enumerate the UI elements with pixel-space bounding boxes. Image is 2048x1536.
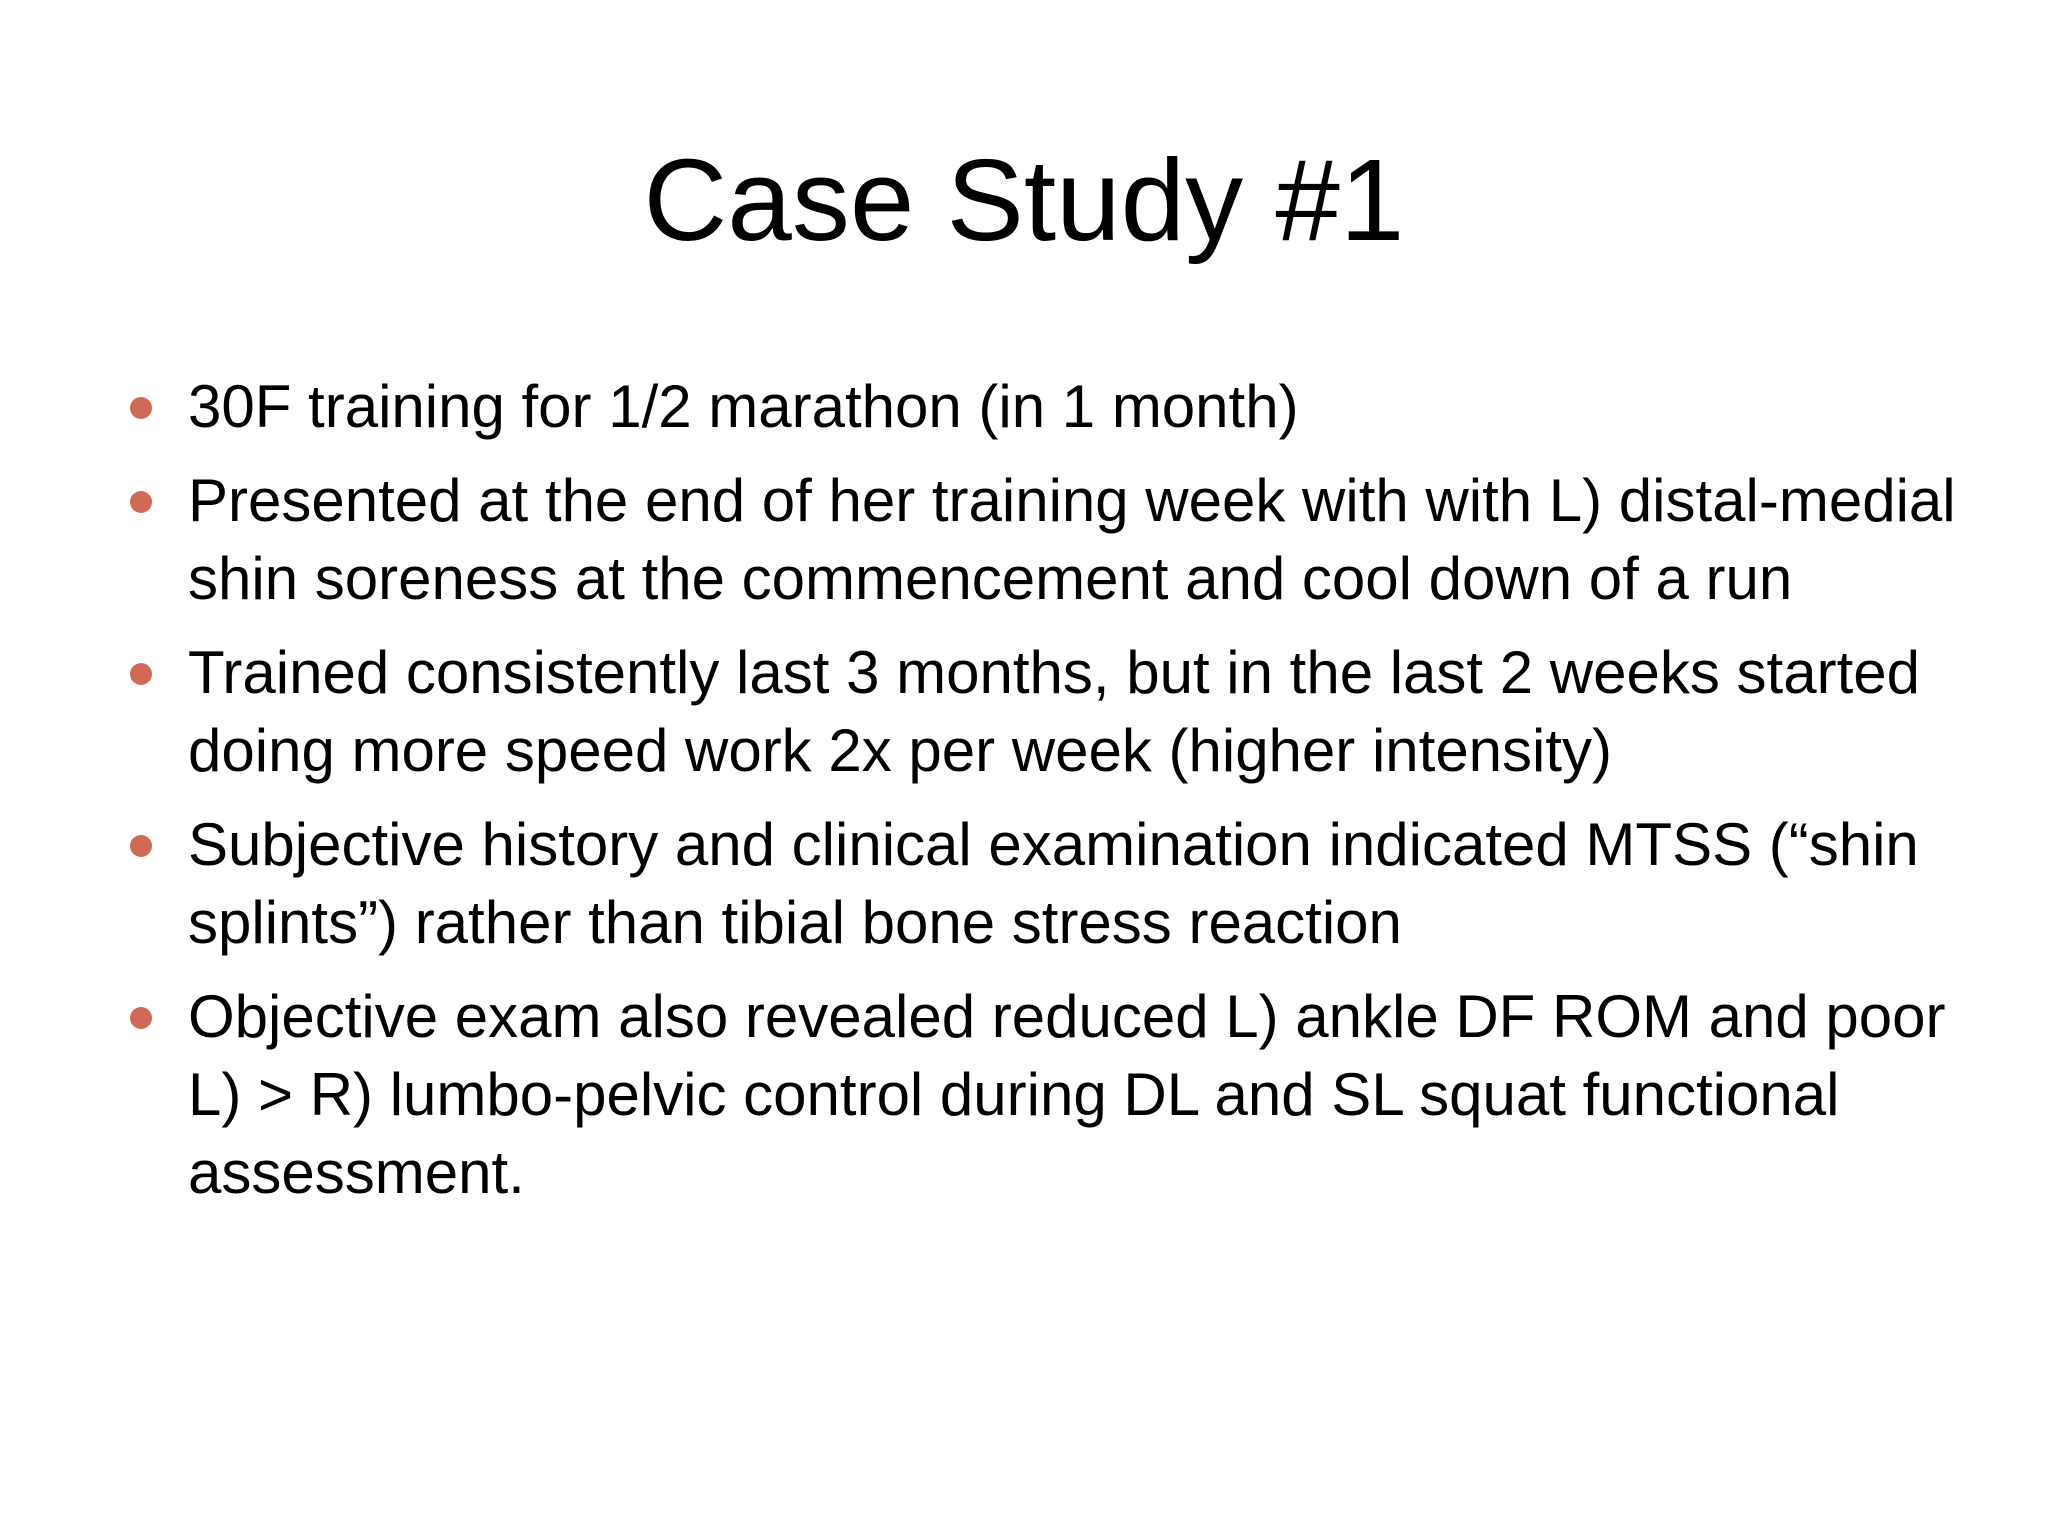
bullet-text: Presented at the end of her training week with with L) distal-medial shin soreness at the commencement and cool down of a run (188, 467, 1956, 612)
bullet-item (122, 634, 1962, 790)
bullet-item (122, 806, 1962, 962)
bullet-text: Trained consistently last 3 months, but in the last 2 weeks started doing more speed work 2x per week (higher intensity) (188, 639, 1920, 784)
bullet-dot-icon (130, 491, 152, 513)
bullet-text: 30F training for 1/2 marathon (in 1 month) (188, 373, 1299, 440)
bullet-list (122, 368, 1962, 1228)
bullet-text: Subjective history and clinical examination indicated MTSS (“shin splints”) rather than tibial bone stress reaction (188, 811, 1919, 956)
slide-title: Case Study #1 (643, 135, 1405, 265)
bullet-dot-icon (130, 835, 152, 857)
bullet-dot-icon (130, 1007, 152, 1029)
bullet-dot-icon (130, 397, 152, 419)
bullet-item (122, 462, 1962, 618)
bullet-item (122, 368, 1962, 446)
bullet-text: Objective exam also revealed reduced L) ankle DF ROM and poor L) > R) lumbo-pelvic control during DL and SL squat functional assessment. (188, 983, 1946, 1206)
bullet-item (122, 978, 1962, 1212)
bullet-dot-icon (130, 663, 152, 685)
